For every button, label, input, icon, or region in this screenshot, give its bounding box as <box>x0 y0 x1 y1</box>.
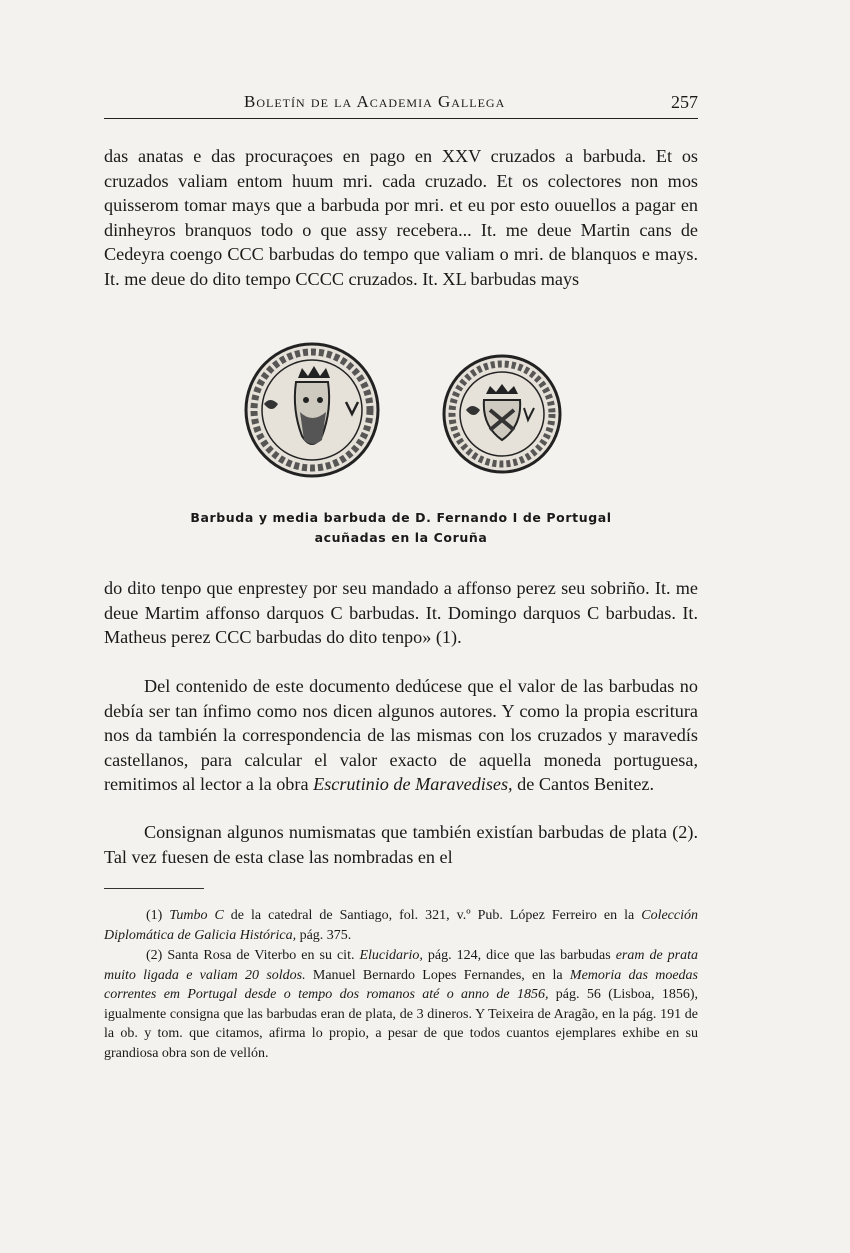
paragraph-consignan <box>104 820 698 869</box>
paragraph-document-quote: das anatas e das procuraçoes en pago en XXV cruzados a barbuda. Et os cruzados valiam entom huum mri. cada cruzado. Et os colectores non mos quisserom tomar mays que a barbuda por mri. et eu por esto ouuellos a pagar en dinheyros branquos todo o que assy recebera... It. me deue Martin cans de Cedeyra coengo CCC barbudas do tempo que valiam o mri. de blanquos e mays. It. me deue do dito tempo CCCC cruzados. It. XL barbudas mays <box>104 146 698 289</box>
footnote-1-text: de la catedral de Santiago, fol. 321, v.º Pub. López Ferreiro en la <box>223 908 642 923</box>
caption-line-2: acuñadas en la Coruña <box>314 530 488 545</box>
paragraph-contenido <box>104 674 698 797</box>
para4-text: Consignan algunos numismatas que también existían barbudas de plata (2). Tal vez fuesen de esta clase las nombradas en el <box>104 822 698 867</box>
coin-plate-illustration <box>240 340 570 480</box>
caption-line-1: Barbuda y media barbuda de D. Fernando I de Portugal <box>190 510 612 525</box>
footnote-separator <box>104 888 204 889</box>
footnote-1-number: (1) <box>146 908 170 923</box>
footnote-1-page: pág. 375. <box>296 927 352 943</box>
footnote-2-quote: eram de prata muito ligada e valiam 20 soldos. <box>104 948 699 983</box>
footnote-2-elucidario: Elucidario, <box>359 948 423 963</box>
page-number: 257 <box>671 92 698 112</box>
para3-text-start: Del contenido de este documento dedúcese que el valor de las barbudas no debía ser tan ínfimo como nos dicen algunos autores. Y como la propia escritura nos da también la correspondencia de las mismas con los cruzados y maravedís castellanos, para calcular el valor exacto de aquella moneda portuguesa, remitimos al lector a la obra <box>104 676 698 794</box>
footnote-2-text-d: pág. 56 (Lisboa, 1856), igualmente consigna que las barbudas eran de plata, de 3 dineros. Y Teixeira de Aragão, en la pág. 191 de la ob. y tom. que citamos, afirma lo propio, a pesar de que todos cuantos ejemplares exhibe en su grandiosa obra son de vellón. <box>104 987 698 1061</box>
running-head <box>104 92 698 119</box>
figure-caption <box>104 508 698 548</box>
footnote-1-tumbo: Tumbo C <box>169 908 224 923</box>
footnote-2-text-b: pág. 124, dice que las barbudas <box>422 948 616 963</box>
media-barbuda-coin-image <box>444 356 560 472</box>
para3-text-end: de Cantos Benitez. <box>512 774 655 794</box>
footnote-2-memoria: Memoria das moedas correntes em Portugal desde o tempo dos romanos até o anno de 1856, <box>104 967 698 1003</box>
paragraph-document-quote-continued: do dito tenpo que enprestey por seu mandado a affonso perez seu sobriño. It. me deue Martim affonso darquos C barbudas. It. Domingo darquos C barbudas. It. Matheus perez CCC barbudas do dito tenpo» (1). <box>104 578 698 647</box>
barbuda-coin-image <box>246 344 378 476</box>
footnote-1 <box>104 906 698 945</box>
footnote-2-text-c: Manuel Bernardo Lopes Fernandes, en la <box>305 967 570 983</box>
footnote-2 <box>104 946 698 1064</box>
work-title-escrutinio: Escrutinio de Maravedises, <box>313 774 513 794</box>
running-title: Boletín de la Academia Gallega <box>244 92 506 111</box>
footnote-2-start: (2) Santa Rosa de Viterbo en su cit. <box>146 948 360 963</box>
footnote-1-coleccion: Colección Diplomática de Galicia Histórica, <box>104 908 698 943</box>
